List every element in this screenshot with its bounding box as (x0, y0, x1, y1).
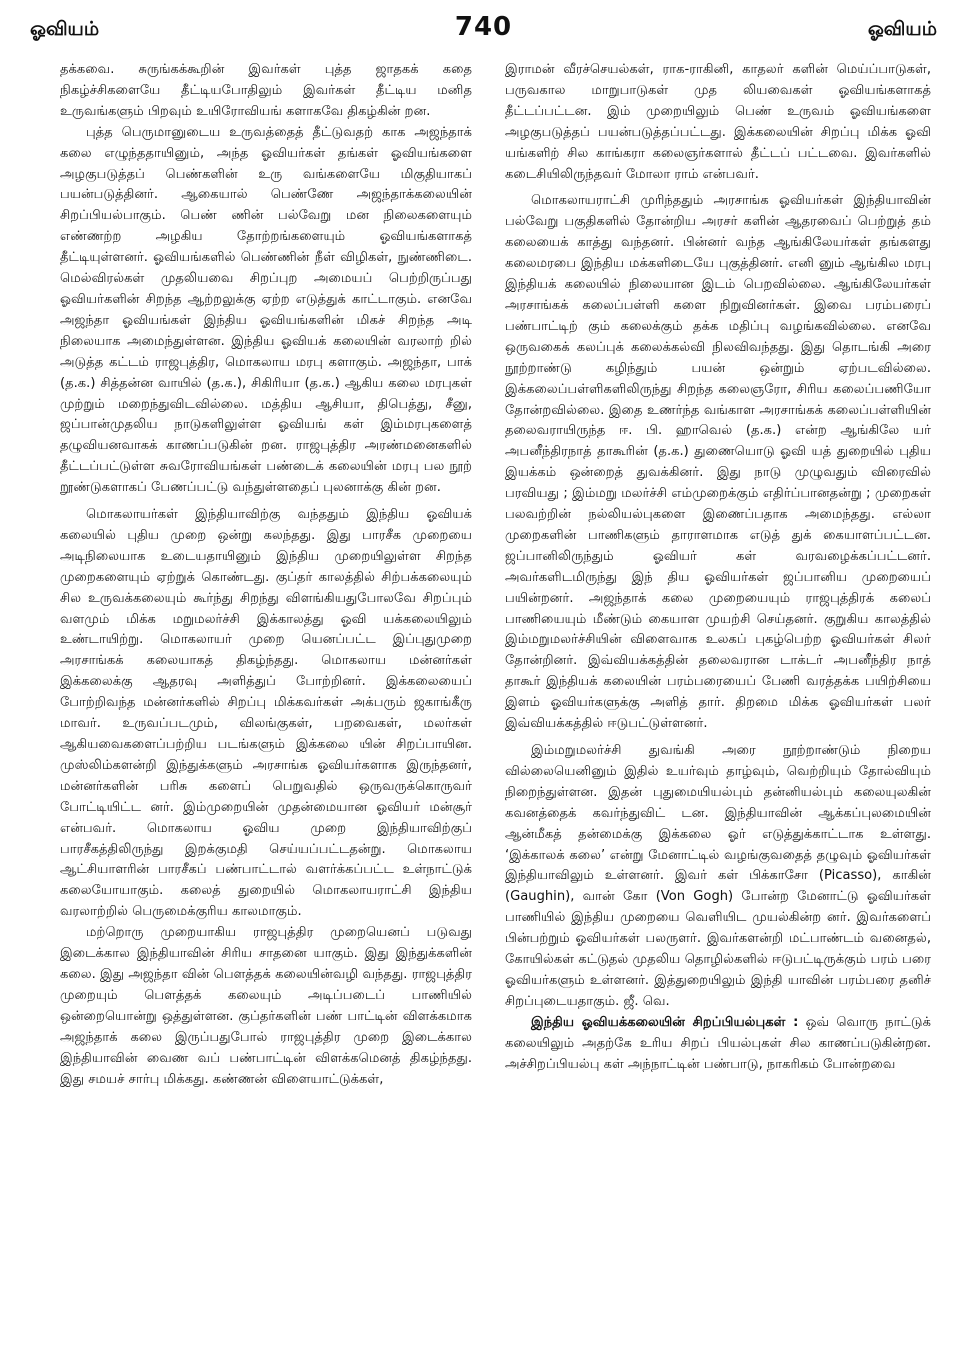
paragraph-text: ஒவ் வொரு நாட்டுக் கலையிலும் அதற்கே உரிய சிறப் பியல்புகள் சில காணப்படுகின்றன. அச்சிறப்பியல்பு கள் அந்நாட்டின் பண்பாடு, நாகரிகம் போன்றவை (505, 1014, 931, 1072)
section-heading: இந்திய ஓவியக்கலையின் சிறப்பியல்புகள் : (531, 1014, 799, 1030)
running-head-right: ஓவியம் (867, 18, 937, 40)
right-column (505, 60, 931, 1350)
paragraph: இராமன் வீரச்செயல்கள், ராக-ராகினி, காதலர் களின் மெய்ப்பாடுகள், பருவகால மாறுபாடுகள் முத லியவைகள் ஓவியங்களாகத் தீட்டப்பட்டன. இம் முறையிலும் பெண் உருவம் ஓவியங்களை அழகுபடுத்தப் பயன்படுத்தப்பட்டது. இக்கலையின் சிறப்பு மிக்க ஓவி யங்களிற் சில காங்கரா கலைஞர்களால் தீட்டப் பட்டவை. இவர்களில் கடைசியிலிருந்தவர் மோலா ராம் என்பவர். (505, 62, 931, 182)
paragraph: மொகலாயர்கள் இந்தியாவிற்கு வந்ததும் இந்திய ஓவியக் கலையில் புதிய முறை ஒன்று கலந்தது. இது பாரசீக முறையை அடிநிலையாக உடையதாயினும் இந்திய முறையிலுள்ள சிறந்த முறைகளையும் ஏற்றுக் கொண்டது. குப்தர் காலத்தில் சிற்பக்கலையும் சில உருவக்கலையும் கூர்ந்து சிறந்து விளங்கியதுபோலவே சிறப்பும் வளமும் மிக்க மறுமலர்ச்சி இக்காலத்து ஓவி யக்கலையிலும் உண்டாயிற்று. மொகலாயர் முறை யெனப்பட்ட இப்புதுமுறை அரசாங்கக் கலையாகத் திகழ்ந்தது. மொகலாய மன்னர்கள் இக்கலைக்கு ஆதரவு அளித்துப் போற்றினர். இக்கலையைப் போற்றிவந்த மன்னர்களில் சிறப்பு மிக்கவர்கள் அக்பரும் ஜகாங்கீரு மாவர். உருவப்படமும், விலங்குகள், பறவைகள், மலர்கள் ஆகியவைகளைப்பற்றிய படங்களும் இக்கலை யின் சிறப்பாயின. முஸ்லிம்களன்றி இந்துக்களும் அரசாங்க ஓவியர்களாக இருந்தனர், மன்னர்களின் பரிசு களைப் பெறுவதில் ஒருவருக்கொருவர் போட்டியிட்ட னர். இம்முறையின் முதன்மையான ஓவியர் மன்சூர் என்பவர். மொகலாய ஓவிய முறை இந்தியாவிற்குப் பாரசீகத்திலிருந்து இறக்குமதி செய்யப்பட்டதன்று. மொகலாய ஆட்சியாளரின் பாரசீகப் பண்பாட்டால் வளர்க்கப்பட்ட உள்நாட்டுக் கலையோயாகும். கலைத் துறையில் மொகலாயராட்சி இந்திய வரலாற்றில் பெருமைக்குரிய காலமாகும். (60, 507, 472, 920)
page-number: 740 (454, 12, 513, 42)
paragraph: மொகலாயராட்சி முரிந்ததும் அரசாங்க ஓவியர்கள் இந்தியாவின் பல்வேறு பகுதிகளில் தோன்றிய அரசர் களின் ஆதரவைப் பெற்றுத் தம் கலையைக் காத்து வந்தனர். பின்னர் வந்த ஆங்கிலேயர்கள் தங்களது கலைமரபை இந்திய மக்களிடையே புகுத்தினர். எனி னும் ஆங்கில மரபு இந்தியக் கலையில் நிலையான இடம் பெறவில்லை. ஆங்கிலேயர்கள் அரசாங்கக் கலைப்பள்ளி களை நிறுவினர்கள். இவை பரம்பரைப் பண்பாட்டிற் கும் கலைக்கும் தக்க மதிப்பு வழங்கவில்லை. எனவே ஒருவகைக் கலப்புக் கலைக்கல்வி நிலவிவந்தது. இது தொடங்கி அரை நூற்றாண்டு கழிந்தும் பயன் ஒன்றும் ஏற்படவில்லை. இக்கலைப்பள்ளிகளிலிருந்து சிறந்த கலைஞரோ, சிரிய கலைப்பணியோ தோன்றவில்லை. இதை உணர்ந்த வங்காள அரசாங்கக் கலைப்பள்ளியின் தலைவராயிருந்த ஈ. பி. ஹாவெல் (த.க.) என்ற ஆங்கிலே யர் அபனீந்திரநாத் தாகூரின் (த.க.) துணையொடு ஓவி யத் துறையில் புதிய இயக்கம் ஒன்றைத் துவக்கினர். இது நாடு முழுவதும் விரைவில் பரவியது ; இம்மறு மலர்ச்சி எம்முறைக்கும் எதிர்ப்பானதன்று ; முறைகள் பலவற்றின் நல்லியல்புகளை இணைப்பதாக அமைந்தது. எல்லா முறைகளின் பாணிகளும் தாராளமாக எடுத் துக் கையாளப்பட்டன. ஜப்பானிலிருந்தும் ஓவியர் கள் வரவழைக்கப்பட்டனர். அவர்களிடமிருந்து இந் திய ஓவியர்கள் ஜப்பானிய முறையைப் பயின்றனர். அஜந்தாக் கலை முறையையும் ராஜபுத்திரக் கலைப் பாணியையும் மீண்டும் கையாள முயற்சி செய்தனர். குறுகிய காலத்தில் இம்மறுமலர்ச்சியின் விளைவாக உலகப் புகழ்பெற்ற ஓவியர்கள் சிலர் தோன்றினர். இவ்வியக்கத்தின் தலைவரான டாக்டர் அபனீந்திர நாத் தாகூர் இந்தியக் கலையின் பரம்பரையைப் பேணி வரத்தக்க பயிற்சியை இளம் ஓவியர்களுக்கு அளித் தார். திறமை மிக்க ஓவியர்கள் பலர் இவ்வியக்கத்தில் ஈடுபட்டுள்ளனர். (505, 193, 931, 732)
left-column (60, 60, 472, 1350)
paragraph: புத்த பெருமானுடைய உருவத்தைத் தீட்டுவதற் காக அஜந்தாக் கலை எழுந்ததாயினும், அந்த ஓவியர்கள் தங்கள் ஓவியங்களை அழகுபடுத்தப் பெண்களின் உரு வங்களையே மிகுதியாகப் பயன்படுத்தினர். ஆகையால் பெண்ணே அஜந்தாக்கலையின் சிறப்பியல்பாகும். பெண் ணின் பல்வேறு மன நிலைகளையும் எண்ணற்ற அழகிய தோற்றங்களையும் ஓவியங்களாகத் தீட்டியுள்ளனர். ஓவியங்களில் பெண்ணின் நீள் விழிகள், நுண்ணிடை. மெல்விரல்கள் முதலியவை சிறப்புற அமையப் பெற்றிருப்பது ஓவியர்களின் சிறந்த ஆற்றலுக்கு ஏற்ற எடுத்துக் காட்டாகும். எனவே அஜந்தா ஓவியங்கள் இந்திய ஓவியங்களின் மிகச் சிறந்த அடி நிலையாக அமைந்துள்ளன. இந்திய ஓவியக் கலையின் வரலாற் றில் அடுத்த கட்டம் ராஜபுத்திர, மொகலாய மரபு களாகும். அஜந்தா, பாக் (த.க.) சித்தன்ன வாயில் (த.க.), சிகிரியா (த.க.) ஆகிய கலை மரபுகள் முற்றும் மறைந்துவிடவில்லை. மத்திய ஆசியா, திபெத்து, சீனு, ஜப்பான்முதலிய நாடுகளிலுள்ள ஓவியங் கள் இம்மரபுகளைத் தழுவியனவாகக் காணப்படுகின் றன. ராஜபுத்திர அரண்மனைகளில் தீட்டப்பட்டுள்ள சுவரோவியங்கள் பண்டைக் கலையின் மரபு பல நூற் றூண்டுகளாகப் பேணப்பட்டு வந்துள்ளதைப் புலனாக்கு கின் றன. (60, 124, 472, 496)
page-header (30, 12, 937, 46)
paragraph (505, 1013, 931, 1076)
paragraph: இம்மறுமலர்ச்சி துவங்கி அரை நூற்றாண்டும் நிறைய வில்லையெனினும் இதில் உயர்வும் தாழ்வும், வெற்றியும் தோல்வியும் நிறைந்துள்ளன. இதன் புதுமையியல்பும் தன்னியல்பும் கலையுலகின் கவனத்தைக் கவர்ந்துவிட் டன. இந்தியாவின் ஆக்கப்புலமையின் ஆன்மீகத் தன்மைக்கு இக்கலை ஓர் எடுத்துக்காட்டாக உள்ளது. ‘இக்காலக் கலை’ என்று மேனாட்டில் வழங்குவதைத் தழுவும் ஓவியர்கள் இந்தியாவிலும் உள்ளனர். இவர் கள் பிக்காசோ (Picasso), காகின் (Gaughin), வான் கோ (Von Gogh) போன்ற மேனாட்டு ஓவியர்கள் பாணியில் இந்திய முறையை வெளியிட முயல்கின்ற னர். இவர்களைப் பின்பற்றும் ஓவியர்கள் பலருளர். இவர்களன்றி மட்பாண்டம் வனைதல், கோயில்கள் கட்டுதல் முதலிய தொழில்களில் ஈடுபட்டிருக்கும் பரம் பரை ஓவியர்களும் உள்ளனர். இத்துறையிலும் இந்தி யாவின் பரம்பரை தனிச் சிறப்புடையதாகும். ஜீ. வெ. (505, 743, 931, 1009)
paragraph: மற்றொரு முறையாகிய ராஜபுத்திர முறையெனப் படுவது இடைக்கால இந்தியாவின் சிரிய சாதனை யாகும். இது இந்துக்களின் கலை. இது அஜந்தா வின் பௌத்தக் கலையின்வழி வந்தது. ராஜபுத்திர முறையும் பௌத்தக் கலையும் அடிப்படைப் பாணியில் ஒன்றையொன்று ஒத்துள்ளன. குப்தர்களின் பண் பாட்டின் விளக்கமாக அஜந்தாக் கலை இருப்பதுபோல் ராஜபுத்திர முறை இடைக்கால இந்தியாவின் வைண வப் பண்பாட்டின் விளக்கமெனத் திகழ்ந்தது. இது சமயச் சார்பு மிக்கது. கண்ணன் விளையாட்டுக்கள், (60, 925, 472, 1087)
running-head-left: ஓவியம் (30, 18, 100, 40)
paragraph: தக்கவை. சுருங்கக்கூறின் இவர்கள் புத்த ஜாதகக் கதை நிகழ்ச்சிகளையே தீட்டியபோதிலும் இவர்கள் தீட்டிய மனித உருவங்களும் பிறவும் உயிரோவியங் களாகவே திகழ்கின் றன. (60, 62, 472, 119)
